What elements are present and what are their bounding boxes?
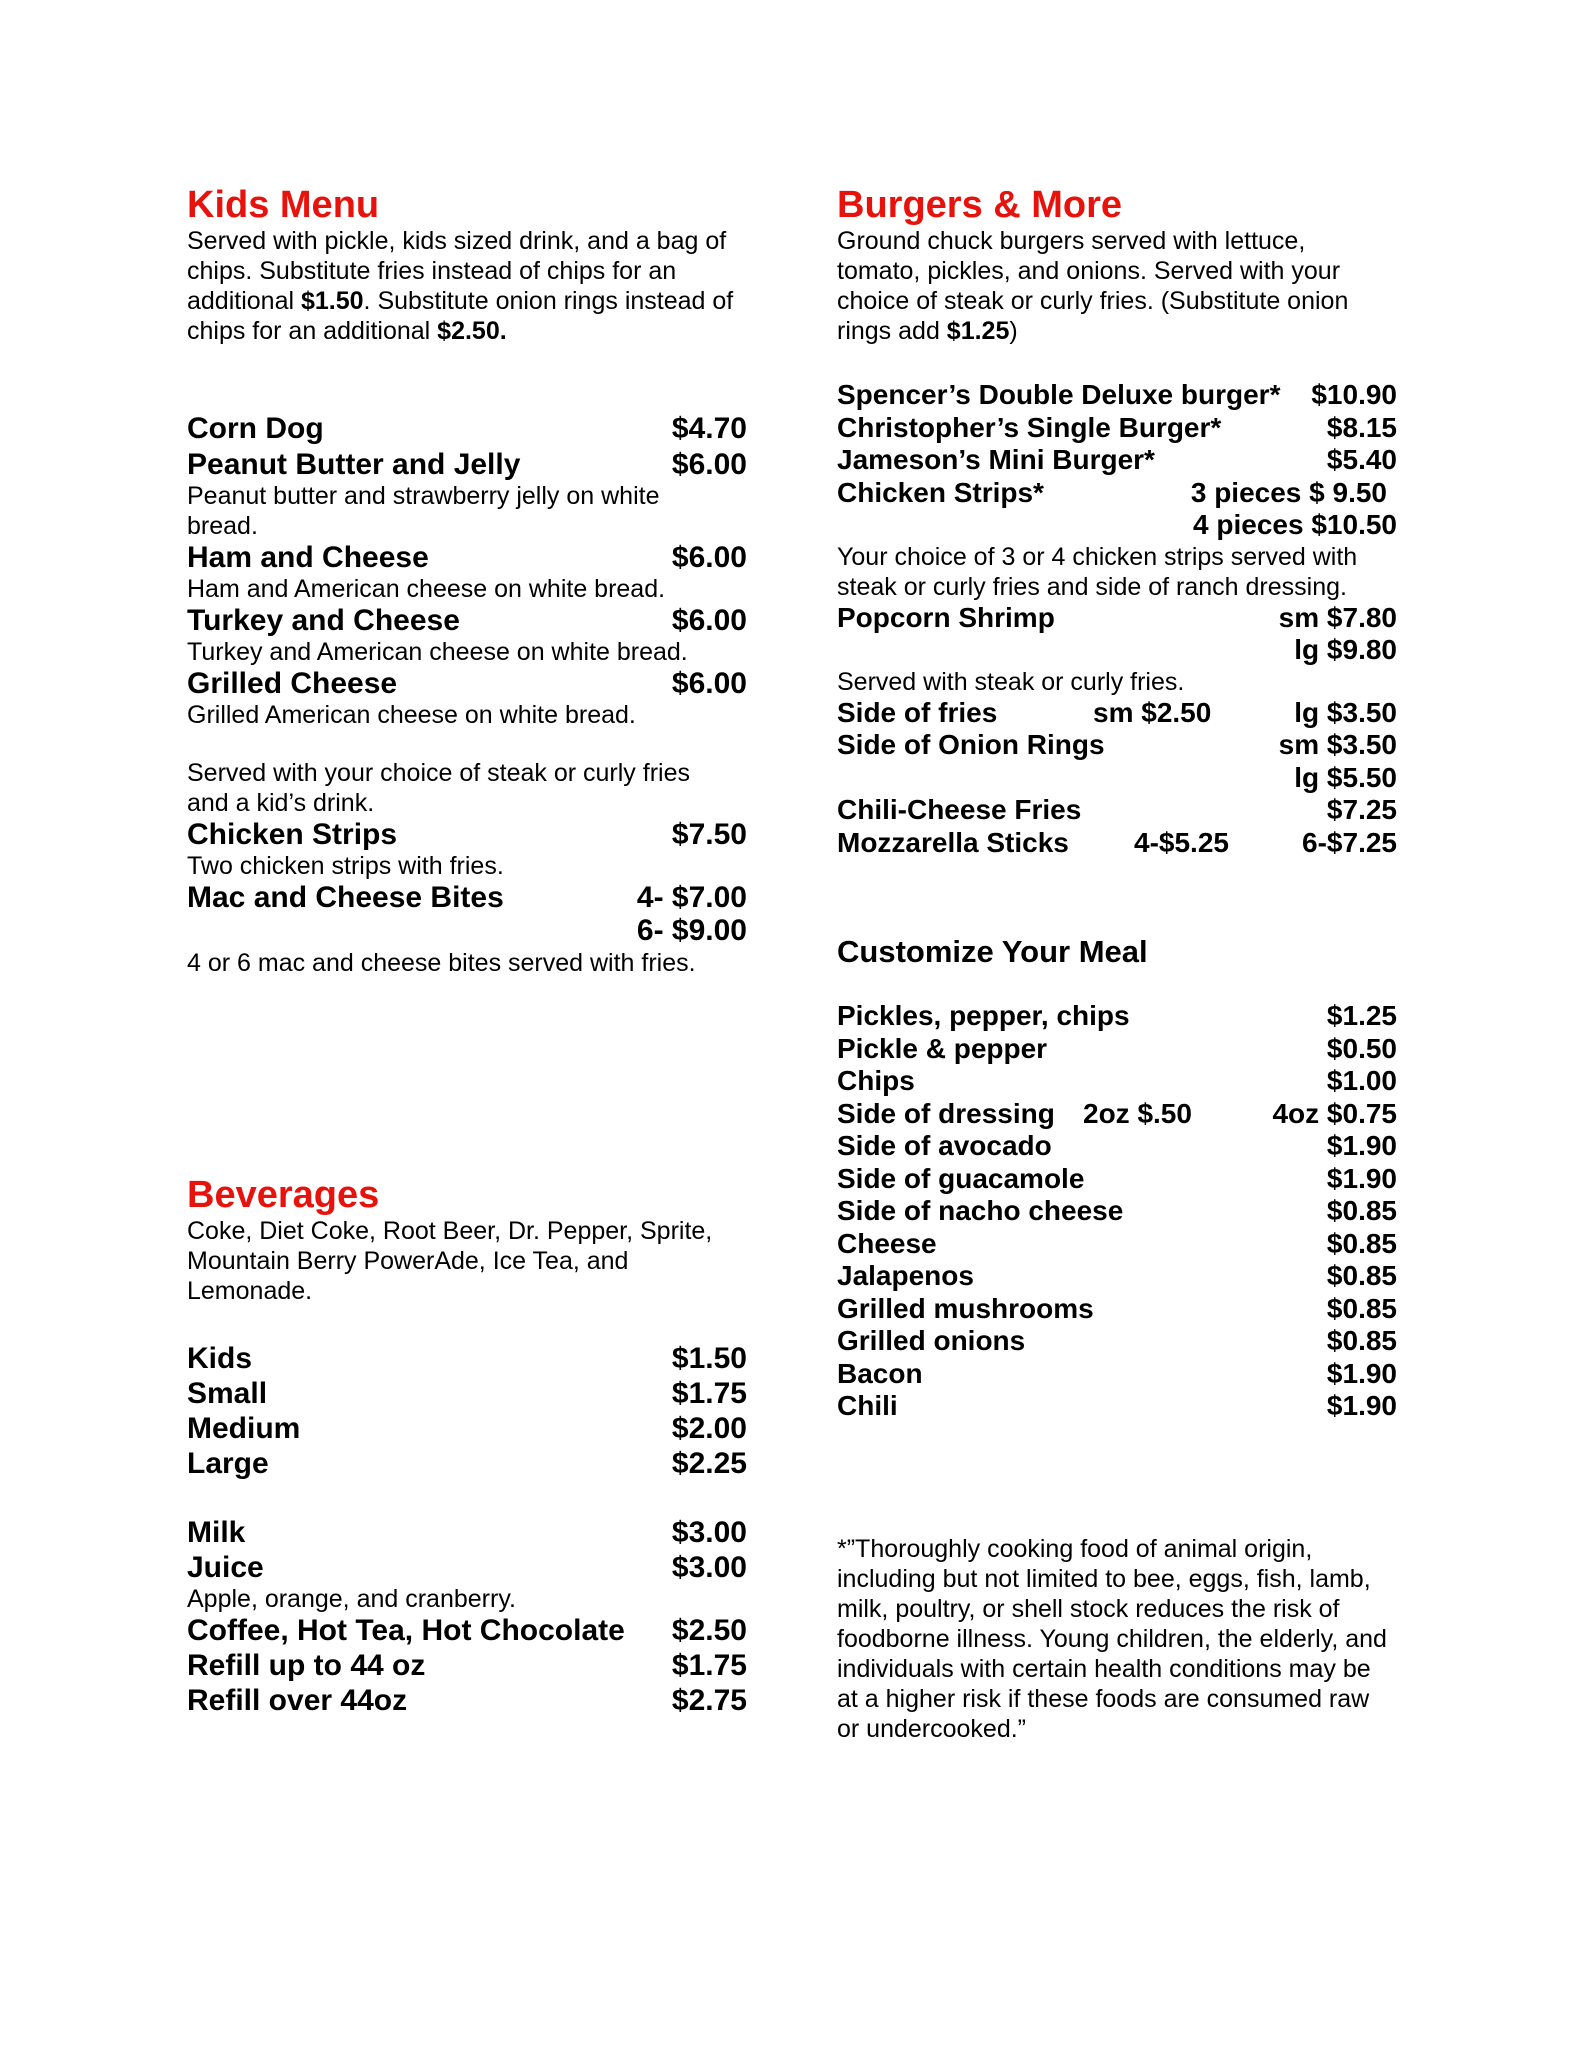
item-name: Side of Onion Rings	[837, 729, 1105, 760]
item-price: $1.90	[1326, 1390, 1397, 1421]
item-price-small: 2oz $.50	[1083, 1097, 1192, 1129]
customize-item	[837, 1390, 1397, 1423]
item-price: 4- $7.00	[636, 881, 747, 914]
food-safety-disclaimer: *”Thoroughly cooking food of animal origin, including but not limited to bee, eggs, fish, lamb, milk, poultry, or shell stock reduces the risk of foodborne illness. Young children, the elderly, and individuals with certain health conditions may be at a higher risk if these foods are consumed raw or undercooked.”	[837, 1535, 1387, 1743]
item-name: Chicken Strips	[187, 818, 398, 851]
item-name: Juice	[187, 1551, 264, 1584]
item-price: $0.50	[1326, 1032, 1397, 1064]
item-name: Corn Dog	[187, 412, 324, 445]
item-price: $6.00	[671, 541, 747, 574]
item-description: Ham and American cheese on white bread.	[187, 575, 666, 603]
menu-item-spencers-double	[837, 379, 1397, 412]
customize-item	[837, 1260, 1397, 1293]
customize-item	[837, 1293, 1397, 1326]
item-name: Small	[187, 1377, 268, 1410]
item-name: Bacon	[837, 1357, 923, 1389]
menu-item-popcorn-shrimp	[837, 602, 1397, 635]
item-name: Side of nacho cheese	[837, 1195, 1124, 1226]
menu-item-grilled-cheese	[187, 667, 747, 700]
beverage-size-large	[187, 1447, 747, 1480]
customize-item	[837, 1130, 1397, 1163]
customize-title: Customize Your Meal	[837, 934, 1148, 969]
menu-item-turkey-cheese	[187, 604, 747, 637]
item-name: Large	[187, 1447, 269, 1480]
item-name: Turkey and Cheese	[187, 604, 460, 637]
item-name: Jalapenos	[837, 1260, 974, 1291]
item-price: $1.25	[1326, 1000, 1397, 1031]
item-description: 4 or 6 mac and cheese bites served with fries.	[187, 949, 696, 977]
item-price: $1.50	[671, 1342, 747, 1375]
item-price: $8.15	[1326, 411, 1397, 443]
menu-item-chili-cheese-fries	[837, 794, 1397, 827]
item-price: $10.90	[1311, 379, 1397, 410]
item-price: $2.75	[671, 1684, 747, 1717]
customize-item	[837, 1195, 1397, 1228]
item-name: Jameson’s Mini Burger*	[837, 444, 1155, 475]
customize-item	[837, 1000, 1397, 1033]
beverages-title: Beverages	[187, 1174, 380, 1216]
kids-menu-section	[187, 184, 747, 978]
menu-item-ham-cheese	[187, 541, 747, 574]
item-price-alt: lg $5.50	[1294, 761, 1397, 793]
beverage-size-kids	[187, 1342, 747, 1375]
item-name: Milk	[187, 1516, 246, 1549]
item-name: Cheese	[837, 1227, 937, 1259]
menu-item-pbj	[187, 448, 747, 481]
item-price: $4.70	[671, 412, 747, 445]
item-price: $6.00	[671, 448, 747, 481]
customize-item	[837, 1358, 1397, 1391]
item-price: $6.00	[671, 667, 747, 700]
kids-intro-text-2: . Substitute onion rings instead of chips for an additional	[187, 287, 734, 345]
item-name: Spencer’s Double Deluxe burger*	[837, 379, 1281, 410]
item-price: $2.00	[671, 1412, 747, 1445]
beverage-refill-44	[187, 1649, 747, 1682]
item-name: Chili-Cheese Fries	[837, 794, 1082, 825]
item-name: Peanut Butter and Jelly	[187, 448, 521, 481]
item-price: $6.00	[671, 604, 747, 637]
item-price: 4oz $0.75	[1272, 1097, 1397, 1129]
beverage-refill-over-44	[187, 1684, 747, 1717]
left-column	[187, 184, 747, 1717]
item-price: $2.25	[671, 1447, 747, 1480]
burgers-intro	[837, 226, 1377, 346]
customize-section	[837, 934, 1397, 1423]
item-description: Apple, orange, and cranberry.	[187, 1585, 516, 1613]
item-price: $0.85	[1326, 1195, 1397, 1226]
item-description: Two chicken strips with fries.	[187, 852, 504, 880]
item-name: Side of avocado	[837, 1130, 1052, 1161]
item-description: Your choice of 3 or 4 chicken strips served with steak or curly fries and side of ranch dressing.	[837, 542, 1358, 601]
burgers-title: Burgers & More	[837, 184, 1123, 226]
item-price: $3.00	[671, 1551, 747, 1584]
item-name: Grilled mushrooms	[837, 1292, 1094, 1324]
item-name: Side of dressing	[837, 1097, 1055, 1129]
menu-item-mozzarella-sticks	[837, 827, 1397, 860]
item-name: Chili	[837, 1390, 898, 1421]
kids-intro-rings-price: $2.50.	[437, 317, 507, 345]
menu-item-chicken-strips	[837, 477, 1397, 510]
item-name: Popcorn Shrimp	[837, 601, 1055, 633]
customize-item	[837, 1033, 1397, 1066]
beverage-size-small	[187, 1377, 747, 1410]
kids-fries-note: Served with your choice of steak or curly fries and a kid’s drink.	[187, 759, 690, 817]
beverage-juice	[187, 1551, 747, 1584]
beverages-intro: Coke, Diet Coke, Root Beer, Dr. Pepper, Sprite, Mountain Berry PowerAde, Ice Tea, and Lemonade.	[187, 1217, 713, 1305]
item-price-small: sm $2.50	[1093, 696, 1212, 728]
customize-item	[837, 1325, 1397, 1358]
item-name: Grilled onions	[837, 1325, 1026, 1356]
item-name: Side of guacamole	[837, 1162, 1085, 1194]
item-price: $5.40	[1326, 444, 1397, 475]
item-name: Mac and Cheese Bites	[187, 881, 504, 914]
item-price: 6-$7.25	[1302, 826, 1397, 858]
right-column	[837, 184, 1397, 1743]
customize-item	[837, 1098, 1397, 1131]
item-price: $0.85	[1326, 1292, 1397, 1324]
customize-item	[837, 1163, 1397, 1196]
item-price-alt: 6- $9.00	[636, 914, 747, 947]
item-name: Kids	[187, 1342, 253, 1375]
menu-item-side-onion-rings	[837, 729, 1397, 762]
item-price: $1.90	[1326, 1130, 1397, 1161]
item-price: $0.85	[1326, 1260, 1397, 1291]
kids-menu-title: Kids Menu	[187, 184, 380, 226]
item-price: $1.00	[1326, 1065, 1397, 1096]
beverage-milk	[187, 1516, 747, 1549]
item-price: $7.25	[1326, 794, 1397, 825]
menu-item-corn-dog	[187, 412, 747, 445]
burgers-intro-text-2: )	[1009, 317, 1018, 345]
item-price: $1.90	[1326, 1162, 1397, 1194]
item-price: $1.75	[671, 1377, 747, 1410]
burgers-intro-text-1: Ground chuck burgers served with lettuce, tomato, pickles, and onions. Served with your choice of steak or curly fries. (Substitute onion rings add	[837, 227, 1349, 345]
item-name: Refill up to 44 oz	[187, 1649, 426, 1682]
item-price: sm $3.50	[1278, 729, 1397, 760]
item-name: Pickles, pepper, chips	[837, 1000, 1130, 1031]
item-description: Served with steak or curly fries.	[837, 667, 1185, 696]
kids-menu-intro	[187, 226, 747, 346]
item-price-alt: 4 pieces $10.50	[1193, 509, 1397, 540]
item-name: Pickle & pepper	[837, 1032, 1048, 1064]
menu-item-side-fries	[837, 697, 1397, 730]
item-price: 3 pieces $ 9.50	[1190, 476, 1387, 508]
item-name: Ham and Cheese	[187, 541, 429, 574]
item-price-alt: lg $9.80	[1294, 634, 1397, 665]
menu-item-jamesons-mini	[837, 444, 1397, 477]
item-name: Side of fries	[837, 696, 998, 728]
item-name: Chicken Strips*	[837, 476, 1044, 508]
menu-item-kids-chicken-strips	[187, 818, 747, 851]
item-price: sm $7.80	[1278, 601, 1397, 633]
beverage-hot-drinks	[187, 1614, 747, 1647]
item-price: $2.50	[671, 1614, 747, 1647]
item-price: lg $3.50	[1294, 696, 1397, 728]
burgers-section	[837, 184, 1397, 859]
item-name: Mozzarella Sticks	[837, 826, 1069, 858]
kids-intro-text-1: Served with pickle, kids sized drink, and a bag of chips. Substitute fries instead of chips for an additional	[187, 227, 727, 315]
customize-item	[837, 1065, 1397, 1098]
beverage-size-medium	[187, 1412, 747, 1445]
item-price: $1.90	[1326, 1357, 1397, 1389]
item-description: Peanut butter and strawberry jelly on white bread.	[187, 482, 660, 540]
customize-item	[837, 1228, 1397, 1261]
item-name: Coffee, Hot Tea, Hot Chocolate	[187, 1614, 625, 1647]
item-price: $0.85	[1326, 1227, 1397, 1259]
item-description: Turkey and American cheese on white bread.	[187, 638, 688, 666]
burgers-intro-rings-price: $1.25	[946, 317, 1010, 345]
menu-item-mac-cheese-bites	[187, 881, 747, 914]
item-price: $0.85	[1326, 1325, 1397, 1356]
item-price-small: 4-$5.25	[1134, 826, 1229, 858]
item-name: Refill over 44oz	[187, 1684, 408, 1717]
item-name: Chips	[837, 1065, 915, 1096]
item-description: Grilled American cheese on white bread.	[187, 701, 636, 729]
menu-item-christophers-single	[837, 412, 1397, 445]
item-price: $3.00	[671, 1516, 747, 1549]
item-name: Christopher’s Single Burger*	[837, 411, 1222, 443]
item-price: $7.50	[671, 818, 747, 851]
kids-intro-fries-price: $1.50	[300, 287, 364, 315]
item-price: $1.75	[671, 1649, 747, 1682]
item-name: Grilled Cheese	[187, 667, 398, 700]
item-name: Medium	[187, 1412, 301, 1445]
beverages-section	[187, 1174, 747, 1717]
